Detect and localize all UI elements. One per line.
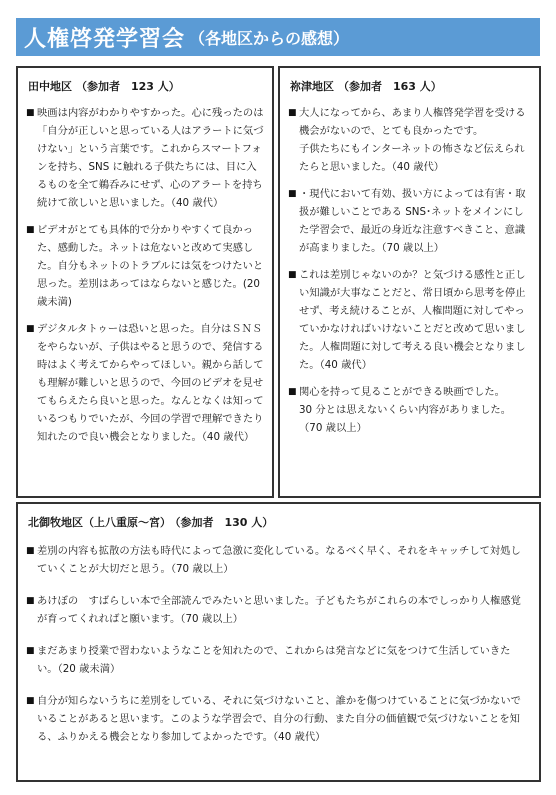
- page-title-banner: [16, 18, 540, 56]
- comment-item: [26, 542, 531, 578]
- comment-item: [288, 266, 531, 374]
- comment-text: ビデオがとても具体的で分かりやすくて良かった、感動した。ネットは危ないと改めて実感した。自分もネットのトラブルには気をつけたいと思った。差別はあってはならないと感じた。(20 歳未満): [37, 224, 264, 308]
- comment-text: ・現代において有効、扱い方によっては有害・取扱が難しいことである SNS･ネットをメインにした学習会で、最近の身近な注意すべきこと、意識が高まりました。（70 歳以上）: [299, 188, 526, 254]
- square-bullet-icon: ■: [288, 108, 297, 118]
- comment-item: [26, 320, 264, 446]
- comment-text: 自分が知らないうちに差別をしている、それに気づけないこと、誰かを傷つけていることに気づかないでいることがあると思います。このような学習会で、自分の行動、また自分の価値観で気づけないことを知る、ふりかえる機会となり参加してよかったです。（40 歳代）: [37, 695, 521, 743]
- district-name: 北御牧地区（上八重原～宮）: [28, 516, 171, 529]
- square-bullet-icon: ■: [288, 387, 297, 397]
- square-bullet-icon: ■: [26, 646, 35, 656]
- square-bullet-icon: ■: [26, 696, 35, 706]
- square-bullet-icon: ■: [26, 596, 35, 606]
- comment-text: 大人になってから、あまり人権啓発学習を受ける機会がないので、とても良かったです。 子供たちにもインターネットの怖さなど伝えられたらと思いました。（40 歳代）: [299, 107, 526, 173]
- square-bullet-icon: ■: [26, 324, 35, 334]
- participant-count: （参加者 163 人）: [338, 80, 442, 93]
- comment-item: [26, 692, 531, 746]
- comment-text: これは差別じゃないのか？と気づける感性と正しい知識が大事なことだと、常日頃から思考を停止せず、考え続けることが、人権問題に対してやっていかなければいけないことだと改めて思いました。人権問題に対して考える良い機会となりました。（40 歳代）: [299, 269, 526, 371]
- comment-item: [26, 104, 264, 212]
- square-bullet-icon: ■: [26, 108, 35, 118]
- district-box-kitamimaki: [16, 502, 541, 782]
- comment-item: [288, 104, 531, 176]
- comment-text: 差別の内容も拡散の方法も時代によって急激に変化している。なるべく早く、それをキャッチして対処していくことが大切だと思う。（70 歳以上）: [37, 545, 521, 575]
- district-box-tanaka: [16, 66, 274, 498]
- comment-text: あけぼの すばらしい本で全部読んでみたいと思いました。子どもたちがこれらの本でしっかり人権感覚が育ってくれればと願います。（70 歳以上）: [37, 595, 521, 625]
- page-title: 人権啓発学習会: [24, 26, 186, 52]
- square-bullet-icon: ■: [26, 546, 35, 556]
- comment-text: まだあまり授業で習わないようなことを知れたので、これからは発言などに気をつけて生活していきたい。（20 歳未満）: [37, 645, 511, 675]
- participant-count: （参加者 130 人）: [175, 516, 274, 529]
- comment-text: 映画は内容がわかりやすかった。心に残ったのは「自分が正しいと思っている人はアラートに気づけない」という言葉です。これからスマートフォンを持ち、SNS に触れる子供たちには、目に入るものを全て鵜呑みにせず、心のアラートを持ち続けて欲しいと思いました。（40 歳代）: [37, 107, 264, 209]
- comment-text: 関心を持って見ることができる映画でした。 30 分とは思えないくらい内容がありました。 （70 歳以上）: [299, 386, 512, 434]
- comment-item: [288, 383, 531, 437]
- page-subtitle: （各地区からの感想）: [189, 28, 350, 48]
- square-bullet-icon: ■: [288, 270, 297, 280]
- participant-count: （参加者 123 人）: [76, 80, 180, 93]
- comment-item: [26, 221, 264, 311]
- district-name: 田中地区: [28, 80, 72, 93]
- comment-item: [288, 185, 531, 257]
- comment-item: [26, 592, 531, 628]
- district-box-netsu: [278, 66, 541, 498]
- comment-item: [26, 642, 531, 678]
- square-bullet-icon: ■: [26, 225, 35, 235]
- district-heading: [290, 78, 531, 94]
- district-heading: [28, 514, 531, 530]
- district-name: 祢津地区: [290, 80, 334, 93]
- district-heading: [28, 78, 264, 94]
- square-bullet-icon: ■: [288, 189, 297, 199]
- comment-text: デジタルタトゥーは恐いと思った。自分はＳＮＳをやらないが、子供はやると思うので、発信する時はよく考えてからやってほしい。親から話しても理解が難しいと思うので、今回のビデオを見せてもらえたら良いと思った。なんとなくは知っているつもりでいたが、今回の学習で理解できたり知れたので良い機会となりました。（40 歳代）: [37, 323, 264, 443]
